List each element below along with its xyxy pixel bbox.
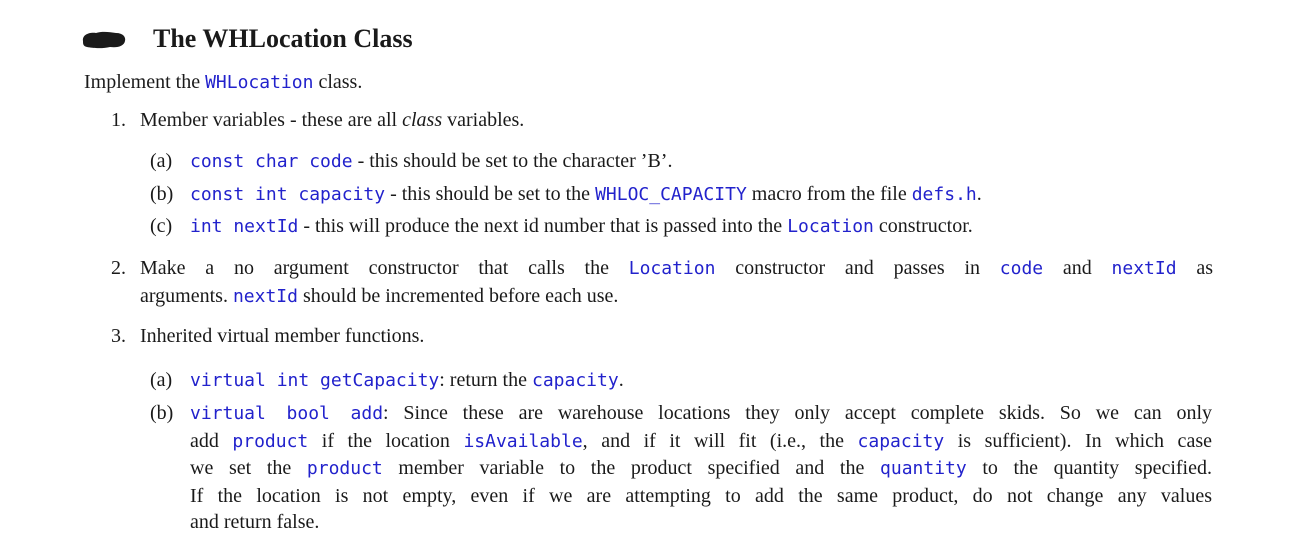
item-emph: class [402, 109, 443, 131]
code-int-nextid: int nextId [190, 216, 299, 237]
code-capacity: capacity [857, 430, 945, 452]
code-capacity: capacity [532, 370, 619, 391]
code-whloc-capacity: WHLOC_CAPACITY [595, 184, 747, 205]
list-marker-2: 2. [111, 257, 126, 279]
sub-text: macro from the file [746, 183, 912, 205]
sub-text: , and if it will fit (i.e., the [582, 429, 858, 452]
sub-text: to the quantity specified. [966, 457, 1212, 479]
sublist-item-3a [190, 367, 624, 394]
intro-text-end: class. [313, 71, 363, 93]
item-3b-line-4 [190, 483, 1212, 510]
code-product: product [232, 430, 309, 452]
code-code: code [999, 258, 1044, 279]
item-2-line-2 [140, 283, 1213, 311]
sub-text: If the location is not empty, even if we are attempting to add the same product, do not change any values [190, 484, 1212, 507]
sub-text: we set the [190, 457, 307, 479]
code-defs-h: defs.h [911, 184, 977, 205]
sublist-marker-3b: (b) [150, 402, 174, 424]
sub-text: is sufficient). In which case [944, 429, 1212, 452]
intro-paragraph [84, 69, 362, 96]
code-product: product [306, 458, 383, 479]
sub-text: . [976, 183, 982, 205]
code-location: Location [787, 216, 874, 237]
code-const-char-code: const char code [190, 151, 353, 172]
code-const-int-capacity: const int capacity [190, 184, 386, 205]
item-3b-line-3 [190, 455, 1212, 483]
sub-text: - this should be set to the [385, 183, 596, 205]
sublist-item-1c [190, 213, 973, 240]
item-text: constructor and passes in [715, 257, 1000, 279]
sublist-item-1b [190, 181, 982, 208]
sublist-marker-1b: (b) [150, 183, 174, 205]
item-text: as [1176, 257, 1213, 279]
sublist-item-1a [190, 148, 672, 175]
sub-text: add [190, 429, 233, 452]
item-3b-line-5 [190, 509, 1212, 536]
item-3b-line-1 [190, 400, 1212, 428]
list-marker-3: 3. [111, 325, 126, 347]
sub-text: - this should be set to the character ’B’. [352, 150, 673, 172]
section-blob-icon [80, 31, 126, 49]
sublist-marker-1a: (a) [150, 150, 173, 172]
item-3b-line-2 [190, 428, 1212, 456]
section-title: The WHLocation Class [153, 24, 413, 53]
sub-text: . [618, 369, 624, 391]
sublist-marker-3a: (a) [150, 369, 173, 391]
code-virtual-int-getcapacity: virtual int getCapacity [190, 370, 440, 391]
intro-text: Implement the [84, 71, 206, 93]
sub-text: member variable to the product specified and the [382, 457, 881, 479]
item-text: should be incremented before each use. [297, 284, 619, 307]
sub-text: - this will produce the next id number that is passed into the [298, 215, 788, 237]
sub-text: : Since these are warehouse locations they only accept complete skids. So we can only [383, 402, 1212, 424]
item-text: Make a no argument constructor that calls the [140, 257, 629, 279]
item-2-line-1 [140, 255, 1213, 283]
code-virtual-bool-add: virtual bool add [190, 403, 384, 424]
sub-text: : return the [439, 369, 532, 391]
sub-text: and return false. [190, 511, 320, 533]
sub-text: constructor. [873, 215, 973, 237]
sub-text: if the location [308, 429, 464, 452]
sublist-marker-1c: (c) [150, 215, 173, 237]
sublist-item-3b [190, 400, 1212, 536]
item-text: Member variables - these are all [140, 109, 403, 131]
list-item-2 [140, 255, 1213, 310]
item-text: arguments. [140, 284, 233, 307]
class-name-code: WHLocation [205, 72, 314, 93]
code-nextid: nextId [1111, 258, 1177, 279]
list-item-1 [140, 107, 524, 133]
item-text-end: variables. [442, 109, 525, 131]
list-marker-1: 1. [111, 109, 126, 131]
list-item-3: Inherited virtual member functions. [140, 325, 425, 347]
code-location: Location [628, 258, 716, 279]
item-text: and [1043, 257, 1112, 279]
code-nextid: nextId [232, 285, 298, 307]
code-isavailable: isAvailable [463, 430, 583, 452]
code-quantity: quantity [880, 458, 967, 479]
